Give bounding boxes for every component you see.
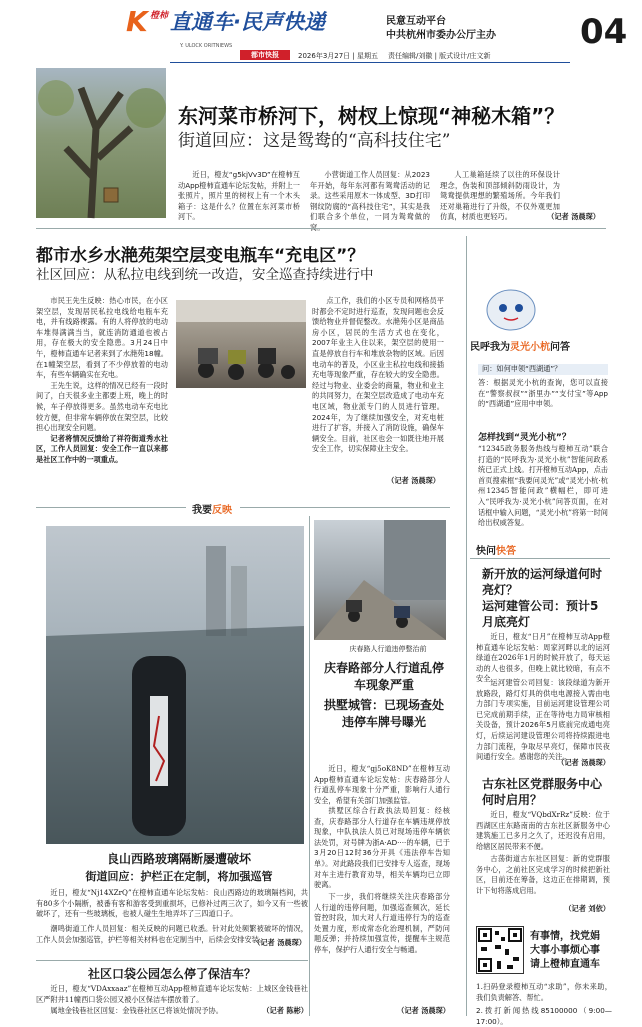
story3-subhead: 街道回应：护栏正在定制，将加强巡管 <box>85 870 273 883</box>
story1-author: （记者 汤晨琛） <box>547 212 600 221</box>
story1-lead <box>178 170 300 222</box>
story5-reply <box>36 1006 236 1017</box>
parking-photo <box>176 300 306 388</box>
qa-a1: 答：根据灵光小杭的查询，您可以直接在“警察叔叔”“浙里办”“支付宝”等App的“西湖通”应用中申领。 <box>478 378 608 409</box>
story2-headline: 都市水乡水滟苑架空层变电瓶车“充电区”？ <box>36 246 365 266</box>
tree-photo <box>36 68 166 218</box>
masthead-title: 直通车·民声快递 <box>170 10 325 34</box>
story3-headline: 良山西路玻璃隔断屡遭破坏 <box>106 852 251 866</box>
feedback-header-a: 我要 <box>192 505 212 516</box>
story5-reply-text: 属地金钱巷社区回复：金钱巷社区已将该处情况予协。 <box>50 1006 223 1015</box>
masthead <box>0 0 642 62</box>
feedback-rule-right <box>240 507 450 508</box>
divider-story5 <box>36 960 308 961</box>
quick-q1-sub: 运河建管公司：预计5月底亮灯 <box>482 599 599 629</box>
qa-q2: 怎样找到“灵光小杭”？ <box>478 433 571 443</box>
robot-illustration <box>476 280 546 334</box>
story1-col2-text: 小营街道工作人员回复：从2023年开始，每年东河都有鸳鸯活动的记录。这些采用原木一体成型、3D打印钢纹防腐的“高科技住宅”，其实是我们联合多个单位，一同为鸳鸯做的 <box>310 170 430 222</box>
quick-header <box>476 542 516 557</box>
sub-brand-badge <box>240 50 290 60</box>
story3-body <box>36 888 308 922</box>
story5-body <box>36 984 308 1006</box>
qa-header <box>470 338 610 353</box>
story4-body2-text: 下一步，我们将继续关注庆春路部分人行道的违停问题，加强巡查频次，延长管控时段，加大对人行道违停行为的巡查处置力度，形成常态化治理机制，严防问题反弹；并持续加强宣传，提醒车主规范停车，保护行人通行安全与畅通。 <box>314 892 450 954</box>
right-col-rule <box>466 236 467 1016</box>
story2-subhead: 社区回应：从私拉电线到统一改造，安全巡查持续进行中 <box>36 267 374 283</box>
story3-author: （记者 汤晨琛） <box>253 938 306 947</box>
story1-lead-text: 近日，橙友“g5kjVv3D”在橙柿互动App橙柿直通车论坛发帖，并附上一张照片，照片里的树杈上有一个木头箱子：这是什么？位置在东河菜市桥河下。 <box>178 170 300 222</box>
quick-header-a: 快问 <box>476 546 496 557</box>
story4-reply-text: 拱墅区综合行政执法局回复：经核查，庆春路部分人行道存在车辆违规停放现象，中队执法人员已对现场违停车辆依法处罚，对号牌为浙A·AD····的车辆，已于3月20日12时36分开具《违法停车告知单》。对此路段我们已安排专人巡查，现场对车主进行教育劝导，相关车辆均已立即驶离。 <box>314 806 450 890</box>
feedback-header <box>192 501 232 516</box>
quick-q2-body-text: 近日，橙友“VQbdXrRz”反映：位于西湖区庄东路南南的古东社区新服务中心建筑施工已多月之久了，还迟没有启用，给辖区居民带来不便。 <box>476 810 610 851</box>
story4-body <box>314 764 450 804</box>
story5-headline: 社区口袋公园怎么停了保洁车？ <box>87 967 256 981</box>
story2-col1c-text: 记者将情况反馈给了祥符街道秀水社区，工作人员回复：安全工作一直以来都是社区工作中的一项重点。 <box>36 433 168 464</box>
qa-header-c: 问答 <box>550 342 570 353</box>
qa-q1: 问：如何申领“西湖通”？ <box>478 364 608 375</box>
quick-q2-reply-text: 古荡街道古东社区回复：新的党群服务中心，之前社区完成学习的时候把新社区，目前还在筹备，这边正在排期调，预计下旬将落成启用。 <box>476 854 610 895</box>
story2-col1 <box>36 296 168 478</box>
glass-photo-icon <box>46 526 304 844</box>
promo-tip1: 1.扫码登录橙柿互动“求助”，你未来助，我们负责解答、帮忙。 <box>476 982 612 1002</box>
feedback-header-b: 反映 <box>212 505 232 516</box>
qa-a2: “12345政务服务热线与橙柿互动”联合打造的“民呼我为·灵光小杭”智能问政系统已正式上线。打开橙柿互动App，点击首页搜索框“我要问灵光”或“灵光小杭·杭州12345智能问政”横幅栏，即可进入“民呼我为·灵光小杭”问答页面，在对话框中输入问题，“灵光小杭”将第一时间给出权威答复。 <box>478 444 608 528</box>
quick-q2-reply <box>476 854 610 904</box>
partner-line1: 民意互动平台 <box>386 16 446 27</box>
promo-line3: 请上橙柿直通车 <box>530 959 600 970</box>
sub-brand: 都市快报 <box>251 51 279 59</box>
issue-date: 2026年3月27日 | 星期五 <box>298 52 378 60</box>
street-photo-caption: 庆春路人行道违停整治前 <box>349 645 427 653</box>
glass-photo <box>46 526 304 844</box>
street-photo-icon <box>314 520 446 640</box>
story4-author: （记者 汤晨琛） <box>397 1006 450 1015</box>
story2-col2 <box>312 296 444 478</box>
story5-body-text: 近日，橙友“VDAxxaaz”在橙柿互动App橙柿直通车论坛发帖：上城区金钱巷社区严附井11幢西口袋公园又被小区保洁车摆放着了。 <box>36 984 308 1004</box>
qa-header-b: 灵光小杭 <box>510 342 550 353</box>
quick-q1-reply-text: 运河建管公司回复：该段绿道为新开放路段，路灯灯具的供电电源接入需由电力部门专项实施，目前运河建设管理公司已完成前期手续，正在等待电力局审核相关设备，预计2026年5月底前完成通电亮灯，后续运河建设管理公司将持续跟进电力部门流程，争取尽早亮灯，保障市民夜间通行安全。感谢您的关注。 <box>476 678 610 762</box>
promo-tip2: 2.拨打新闻热线85100000（9:00—17:00）。 <box>476 1006 612 1026</box>
editor-line: 责任编辑/刘徽 | 版式设计/庄文新 <box>388 52 491 60</box>
partner-line2: 中共杭州市委办公厅主办 <box>386 30 496 41</box>
story4-subhead: 拱墅城管：已现场查处违停车牌号曝光 <box>323 698 444 729</box>
quick-q2-body <box>476 810 610 852</box>
story4-body-text: 近日，橙友“gj5oK8ND”在橙柿互动App橙柿直通车论坛发帖：庆春路部分人行道乱停车现象十分严重，影响行人通行安全，希望有关部门加强监管。 <box>314 764 450 805</box>
story4-headline: 庆春路部分人行道乱停车现象严重 <box>323 661 444 692</box>
sub-brand-en: Y. ULOCK ORITNIEWS <box>180 43 233 49</box>
page-number: 04 <box>580 12 628 52</box>
story3-reply-text: 潮鸣街道工作人员回复：相关反映的问题已收悉。针对此处频繁被破坏的情况，工作人员会加强巡管，护栏等相关材料也在定制当中，后续会安排安装。 <box>36 924 308 944</box>
street-photo <box>314 520 446 640</box>
qr-code[interactable] <box>476 926 524 974</box>
qr-code-icon <box>477 927 523 973</box>
quick-q1-author: （记者 汤晨琛） <box>557 758 610 767</box>
story2-author: （记者 汤晨琛） <box>387 476 440 485</box>
story1-headline: 东河菜市桥河下，树杈上惊现“神秘木箱”？ <box>178 104 565 128</box>
quick-q1-reply <box>476 678 610 760</box>
story5-author: （记者 陈彬） <box>262 1006 308 1015</box>
quick-q2-title: 古东社区党群服务中心何时启用？ <box>482 777 603 807</box>
quick-q2-author: （记者 刘依） <box>564 904 610 913</box>
masthead-rule <box>170 62 570 63</box>
qa-header-a: 民呼我为 <box>470 342 510 353</box>
story1-col3-text: 人工巢箱延续了以往的环保设计理念，伪装和顶部倾斜防雨设计，为鸳鸯提供理想的繁殖场所。今年我们还对巢箱进行了升级，不仅外观更加仿真，材质也更轻巧。 <box>440 170 560 222</box>
logo-small: 橙柿 <box>150 11 169 21</box>
quick-header-b: 快答 <box>496 546 516 557</box>
quick-q1-title: 新开放的运河绿道何时亮灯？ <box>482 567 603 597</box>
story2-col2-text: 点工作，我们的小区专员和网格员平时都会不定时进行巡查，发现问题也会反馈给物业并督促整改。水滟苑小区是商品房小区，居民的生活方式也在变化，2007年业主入住以来，架空层的使用一直是停放自行车和堆放杂物的区域。后因电动车的普及，小区业主私拉电线和接插充电等现象严重，存在较大的安全隐患。经过与物业、业委会的商量，物业和业主的共同努力，在架空层改造成了电动车充电区域，物业派专门的人员进行管理。2024年，为了继续加强安全，对充电桩进行了扩容，并接入了消防设施，确保车辆安全。目前，社区也会一如既往地开展安全工作，切实保障业主安全。 <box>312 296 444 454</box>
robot-icon <box>476 280 546 334</box>
promo-line2: 大事小事烦心事 <box>530 945 600 956</box>
feedback-rule-left <box>36 507 186 508</box>
quick-rule <box>470 558 610 559</box>
mid-col-rule <box>309 516 310 1016</box>
story2-col1-text: 市民王先生反映：热心市民，在小区架空层，发现居民私拉电线给电瓶车充电，并有线路裸露。有的人将停放的电动车堆得满满当当，就连消防通道也被占用，存在极大的安全隐患。3月24日中午，橙柿直通车记者来到了水滟苑18幢。在1幢架空层，看到了不少停放着的电动车，有些车辆确实在充电。 <box>36 296 168 380</box>
story4-body2 <box>314 892 450 1008</box>
story3-body-text: 近日，橙友“Nj14XZrQ”在橙柿直通车论坛发帖：良山西路边的玻璃隔档间，共有80多个小隔断，被番有客和游客受到重损坏，已修补过两三次了，如今又有一些被破坏了，还有一些玻璃板，也被人碰生生地弄坏了三四道口子。 <box>36 888 308 919</box>
story4-reply <box>314 806 450 890</box>
tree-photo-icon <box>36 68 166 218</box>
story1-subhead: 街道回应：这是鸳鸯的“高科技住宅” <box>178 131 451 151</box>
logo-mark: K <box>126 5 148 38</box>
story2-col1b-text: 王先生说，这样的情况已经有一段时间了，白天很多业主都要上班，晚上的时候，车子停放得更多。虽然电动车充电比较方便，但非常车辆停放在架空层，比较担心出现安全问题。 <box>36 380 168 433</box>
story1-col2 <box>310 170 430 222</box>
quick-q1-body-text: 近日，橙友“日月”在橙柿互动App橙柿直通车论坛发帖：周家河畔以北的运河绿道在2026年1月的时候开放了，每天运动的人也很多，但晚上就比较暗，有点不安全。 <box>476 632 610 684</box>
parking-photo-icon <box>176 300 306 388</box>
promo-line1: 有事情，找党娟 <box>530 931 600 942</box>
quick-q1-body <box>476 632 610 684</box>
divider-1 <box>36 228 606 229</box>
